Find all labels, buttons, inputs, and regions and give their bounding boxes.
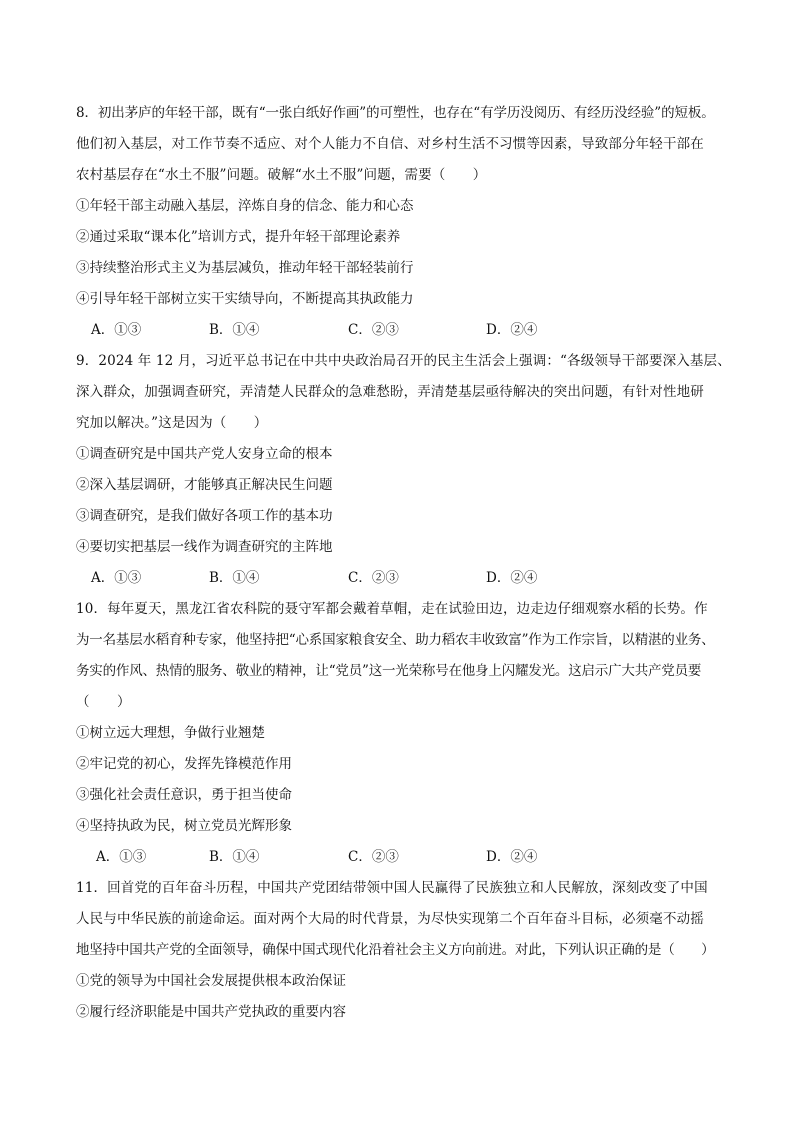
statement-option: ③持续整治形式主义为基层减负，推动年轻干部轻装前行 [76,260,414,276]
choice-b[interactable]: B．①④ [209,849,260,865]
question-8 [76,98,726,346]
statement-option: ④引导年轻干部树立实干实绩导向，不断提高其执政能力 [76,291,414,307]
choice-d[interactable]: D．②④ [486,570,538,586]
choice-d[interactable]: D．②④ [486,849,538,865]
statement-option: ②履行经济职能是中国共产党执政的重要内容 [76,1004,346,1020]
question-text-line: 11．回首党的百年奋斗历程，中国共产党团结带领中国人民赢得了民族独立和人民解放，深刻改变了中国 [76,880,708,896]
question-text-line: 他们初入基层，对工作节奏不适应、对个人能力不自信、对乡村生活不习惯等因素，导致部分年轻干部在 [76,136,704,152]
statement-option: ②通过采取“课本化”培训方式，提升年轻干部理论素养 [76,229,401,245]
choice-a[interactable]: A．①③ [91,570,142,586]
question-text-line: 9．2024 年 12 月，习近平总书记在中共中央政治局召开的民主生活会上强调：“各级领导干部要深入基层、 [76,353,731,369]
answer-choices [76,315,726,346]
choice-a[interactable]: A．①③ [91,322,142,338]
question-9 [76,346,731,594]
statement-option: ②牢记党的初心，发挥先锋模范作用 [76,756,292,772]
question-text-line: 10．每年夏天，黑龙江省农科院的聂守军都会戴着草帽，走在试验田边，边走边仔细观察水稻的长势。作 [76,601,708,617]
choice-c[interactable]: C．②③ [348,849,399,865]
statement-option: ④要切实把基层一线作为调查研究的主阵地 [76,539,333,555]
choice-a[interactable]: A．①③ [96,849,147,865]
question-10 [76,594,726,873]
statement-option: ③调查研究，是我们做好各项工作的基本功 [76,508,333,524]
statement-option: ④坚持执政为民，树立党员光辉形象 [76,818,292,834]
question-text-line: 农村基层存在“水土不服”问题。破解“水土不服”问题，需要（ ） [76,167,487,183]
choice-b[interactable]: B．①④ [209,322,260,338]
exam-page [76,98,731,1028]
question-text-line: 人民与中华民族的前途命运。面对两个大局的时代背景，为尽快实现第二个百年奋斗目标，必须毫不动摇 [76,911,704,927]
question-text-line: 深入群众，加强调查研究，弄清楚人民群众的急难愁盼，弄清楚基层亟待解决的突出问题，有针对性地研 [76,384,704,400]
question-text-line: 地坚持中国共产党的全面领导，确保中国式现代化沿着社会主义方向前进。对此，下列认识正确的是（ ） [76,942,715,958]
choice-c[interactable]: C．②③ [348,322,399,338]
statement-option: ①树立远大理想，争做行业翘楚 [76,725,265,741]
question-text-line: 究加以解决。”这是因为（ ） [76,415,268,431]
choice-b[interactable]: B．①④ [209,570,260,586]
question-text-line: 为一名基层水稻育种专家，他坚持把“心系国家粮食安全、助力稻农丰收致富”作为工作宗旨，以精湛的业务、 [76,632,715,648]
answer-choices [76,563,726,594]
statement-option: ②深入基层调研，才能够真正解决民生问题 [76,477,333,493]
answer-choices [76,842,726,873]
question-text-line: 务实的作风、热情的服务、敬业的精神，让“党员”这一光荣称号在他身上闪耀发光。这启示广大共产党员要 [76,663,702,679]
statement-option: ③强化社会责任意识，勇于担当使命 [76,787,292,803]
question-text-line: （ ） [76,694,131,710]
statement-option: ①年轻干部主动融入基层，淬炼自身的信念、能力和心态 [76,198,414,214]
choice-d[interactable]: D．②④ [486,322,538,338]
question-text-line: 8．初出茅庐的年轻干部，既有“一张白纸好作画”的可塑性，也存在“有学历没阅历、有经历没经验”的短板。 [76,105,715,121]
statement-option: ①党的领导为中国社会发展提供根本政治保证 [76,973,346,989]
statement-option: ①调查研究是中国共产党人安身立命的根本 [76,446,333,462]
question-11 [76,873,726,1028]
choice-c[interactable]: C．②③ [348,570,399,586]
